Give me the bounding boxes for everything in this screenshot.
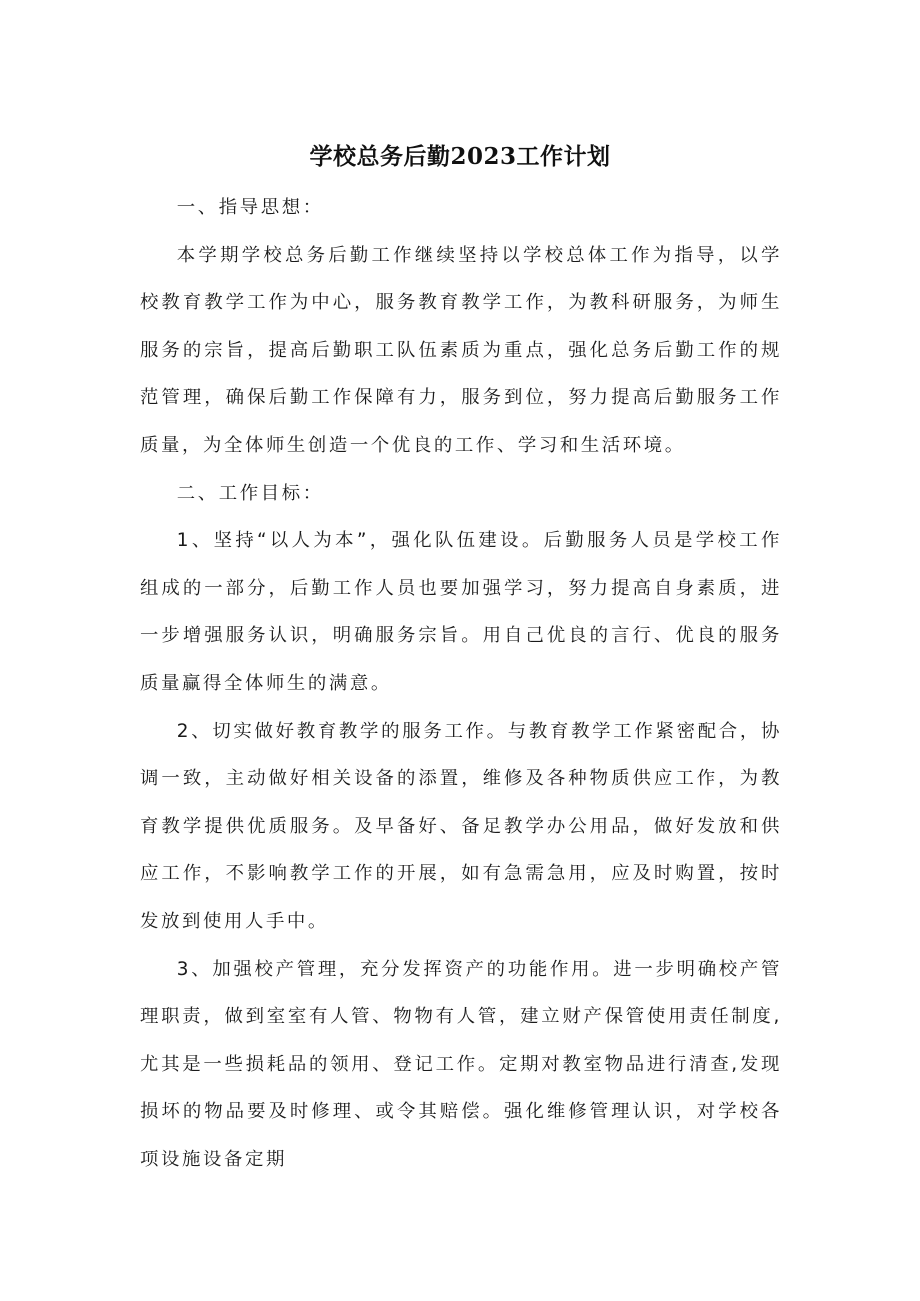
paragraph-goal-1: 1、坚持“以人为本”，强化队伍建设。后勤服务人员是学校工作组成的一部分，后勤工作人员也要加强学习，努力提高自身素质，进一步增强服务认识，明确服务宗旨。用自己优良的言行、优良的服务质量赢得全体师生的满意。 — [140, 530, 782, 694]
document-title: 学校总务后勤2023工作计划 — [309, 143, 611, 170]
paragraph-guiding-thought: 本学期学校总务后勤工作继续坚持以学校总体工作为指导，以学校教育教学工作为中心，服务教育教学工作，为教科研服务，为师生服务的宗旨，提高后勤职工队伍素质为重点，强化总务后勤工作的规范管理，确保后勤工作保障有力，服务到位，努力提高后勤服务工作质量，为全体师生创造一个优良的工作、学习和生活环境。 — [140, 244, 782, 456]
section-heading-guiding-thought: 一、指导思想： — [176, 197, 324, 218]
paragraph-goal-3: 3、加强校产管理，充分发挥资产的功能作用。进一步明确校产管理职责，做到室室有人管、物物有人管，建立财产保管使用责任制度,尤其是一些损耗品的领用、登记工作。定期对教室物品进行清查,发现损坏的物品要及时修理、或令其赔偿。强化维修管理认识，对学校各项设施设备定期 — [140, 958, 782, 1170]
paragraph-goal-2: 2、切实做好教育教学的服务工作。与教育教学工作紧密配合，协调一致，主动做好相关设备的添置，维修及各种物质供应工作，为教育教学提供优质服务。及早备好、备足教学办公用品，做好发放和供应工作，不影响教学工作的开展，如有急需急用，应及时购置，按时发放到使用人手中。 — [140, 720, 782, 932]
section-heading-work-goals: 二、工作目标： — [176, 482, 324, 504]
document-body — [140, 184, 782, 1183]
